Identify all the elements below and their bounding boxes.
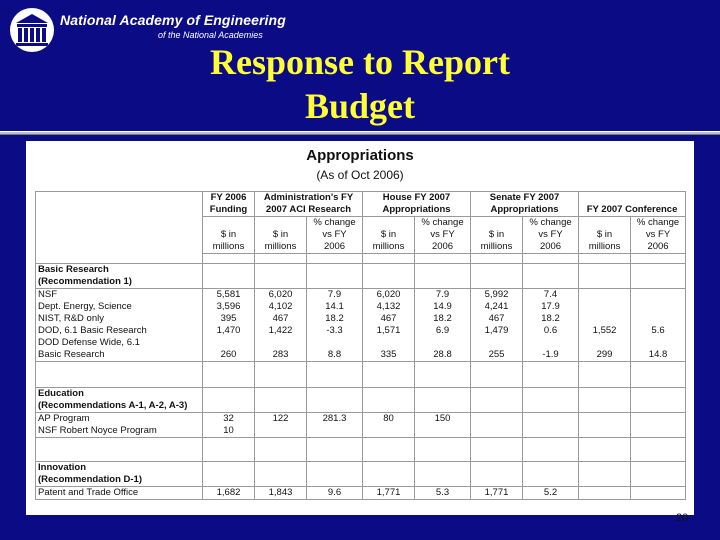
group-senate: Senate FY 2007 Appropriations (471, 192, 579, 217)
section-innovation: Innovation (Recommendation D-1) (36, 462, 203, 487)
fy2006-values: 5,581 3,596 395 1,470 260 (203, 289, 255, 362)
pto-admin-pct: 9.6 (307, 487, 363, 500)
house-dollar-values: 6,020 4,132 467 1,571 335 (363, 289, 415, 362)
section-education: Education (Recommendations A-1, A-2, A-3) (36, 388, 203, 413)
group-admin: Administration's FY 2007 ACI Research (255, 192, 363, 217)
panel-title: Appropriations (306, 147, 414, 164)
basic-research-labels: NSF Dept. Energy, Science NIST, R&D only DOD, 6.1 Basic Research DOD Defense Wide, 6.1 Basic Research (36, 289, 203, 362)
unit-conf-dollars: $ in millions (579, 217, 631, 254)
title-line-2: Budget (304, 86, 416, 126)
pto-fy2006: 1,682 (203, 487, 255, 500)
education-fy2006: 32 10 (203, 413, 255, 438)
pto-senate-dollars: 1,771 (471, 487, 523, 500)
education-house-dollars: 80 (363, 413, 415, 438)
pto-house-pct: 5.3 (415, 487, 471, 500)
senate-pct-values: 7.4 17.9 18.2 0.6 -1.9 (523, 289, 579, 362)
header-blank-cell (36, 192, 203, 264)
group-house: House FY 2007 Appropriations (363, 192, 471, 217)
header-group-row (36, 192, 686, 217)
education-admin-pct: 281.3 (307, 413, 363, 438)
unit-admin-pct: % change vs FY 2006 (307, 217, 363, 254)
section-education-row (36, 388, 686, 413)
pto-admin-dollars: 1,843 (255, 487, 307, 500)
section-basic-research: Basic Research (Recommendation 1) (36, 264, 203, 289)
pto-house-dollars: 1,771 (363, 487, 415, 500)
senate-dollar-values: 5,992 4,241 467 1,479 255 (471, 289, 523, 362)
org-subtitle: of the National Academies (158, 30, 263, 40)
unit-senate-dollars: $ in millions (471, 217, 523, 254)
title-line-1: Response to Report (210, 42, 510, 82)
unit-admin-dollars: $ in millions (255, 217, 307, 254)
unit-fy2006: $ in millions (203, 217, 255, 254)
admin-dollar-values: 6,020 4,102 467 1,422 283 (255, 289, 307, 362)
panel-subtitle: (As of Oct 2006) (316, 168, 404, 182)
education-data-row (36, 413, 686, 438)
conf-dollar-values: 1,552 299 (579, 289, 631, 362)
unit-senate-pct: % change vs FY 2006 (523, 217, 579, 254)
appropriations-panel (26, 141, 694, 515)
innovation-data-row (36, 487, 686, 500)
appropriations-table (35, 191, 686, 500)
house-pct-values: 7.9 14.9 18.2 6.9 28.8 (415, 289, 471, 362)
conf-pct-values: 5.6 14.8 (631, 289, 686, 362)
spacer-row-2 (36, 438, 686, 462)
title-divider (0, 131, 720, 135)
unit-house-dollars: $ in millions (363, 217, 415, 254)
pto-label: Patent and Trade Office (36, 487, 203, 500)
education-labels: AP Program NSF Robert Noyce Program (36, 413, 203, 438)
basic-research-data-row (36, 289, 686, 362)
pto-conf-pct (631, 487, 686, 500)
page-number: 20 (676, 512, 689, 524)
org-name: National Academy of Engineering (60, 12, 286, 28)
group-fy2006: FY 2006 Funding (203, 192, 255, 217)
pto-conf-dollars (579, 487, 631, 500)
section-innovation-row (36, 462, 686, 487)
group-conference: FY 2007 Conference (579, 192, 686, 217)
section-basic-research-row (36, 264, 686, 289)
unit-house-pct: % change vs FY 2006 (415, 217, 471, 254)
pto-senate-pct: 5.2 (523, 487, 579, 500)
unit-conf-pct: % change vs FY 2006 (631, 217, 686, 254)
admin-pct-values: 7.9 14.1 18.2 -3.3 8.8 (307, 289, 363, 362)
spacer-row-1 (36, 362, 686, 388)
education-admin-dollars: 122 (255, 413, 307, 438)
slide-title (0, 40, 720, 128)
education-house-pct: 150 (415, 413, 471, 438)
